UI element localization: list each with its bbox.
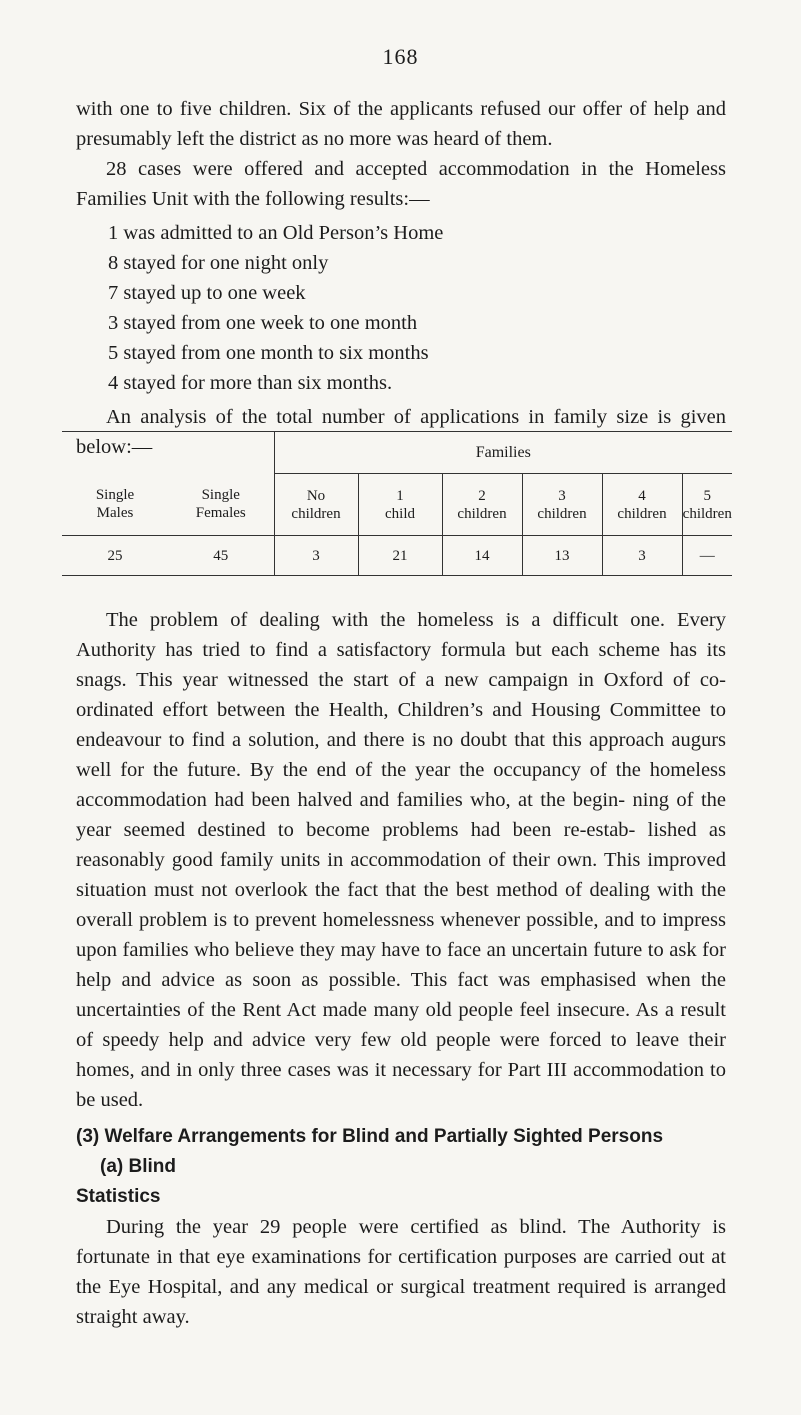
family-size-table xyxy=(62,431,732,576)
section-heading: (3) Welfare Arrangements for Blind and Partially Sighted Persons xyxy=(76,1126,664,1147)
table-cell: 25 xyxy=(62,536,168,576)
list-item: 3 stayed from one week to one month xyxy=(108,312,418,334)
table-row xyxy=(62,536,732,576)
families-header: Families xyxy=(274,432,732,474)
section-text xyxy=(76,1122,726,1332)
discussion-text xyxy=(76,605,726,1115)
list-item: 8 stayed for one night only xyxy=(108,252,329,274)
table-cell: 3 xyxy=(274,536,358,576)
intro-text xyxy=(76,94,726,462)
page-number: 168 xyxy=(382,44,419,69)
single-females-header: Single Females xyxy=(168,474,274,536)
col-header-5-children: 5 children xyxy=(682,474,732,536)
paragraph: An analysis of the total number of applications in family size is given below:— xyxy=(76,406,726,458)
col-header-2-children: 2 children xyxy=(442,474,522,536)
paragraph: with one to five children. Six of the applicants refused our offer of help and presumably left the district as no more was heard of them. xyxy=(76,98,726,150)
results-list xyxy=(76,218,726,398)
table-cell: — xyxy=(682,536,732,576)
table-cell: 21 xyxy=(358,536,442,576)
paragraph: During the year 29 people were certified as blind. The Authority is fortunate in that eye examinations for certification purposes are carried out at the Eye Hospital, and any medical or surgical treatment required is arranged straight away. xyxy=(76,1216,726,1328)
paragraph: The problem of dealing with the homeless is a difficult one. Every Authority has tried to find a satisfactory formula but each scheme has its snags. This year witnessed the start of a new campaign in Oxford of co-ordinated effort between the Health, Children’s and Housing Committee to endeavour to find a solution, and there is no doubt that this approach augurs well for the future. By the end of the year the occupancy of the homeless accommodation had been halved and families who, at the begin- ning of the year seemed destined to become problems had been re-estab- lished as reasonably good family units in accommodation of their own. This improved situation must not overlook the fact that the best method of dealing with the overall problem is to prevent homelessness whenever possible, and to impress upon families who believe they may have to face an uncertain future to ask for help and advice as soon as possible. This fact was emphasised when the uncertainties of the Rent Act made many old people feel insecure. As a result of speedy help and advice very few old people were forced to leave their homes, and in only three cases was it necessary for Part III accommodation to be used. xyxy=(76,609,726,1111)
list-item: 7 stayed up to one week xyxy=(108,282,306,304)
subsection-heading: (a) Blind xyxy=(100,1156,176,1177)
table-cell: 3 xyxy=(602,536,682,576)
col-header-4-children: 4 children xyxy=(602,474,682,536)
paragraph: 28 cases were offered and accepted accommodation in the Homeless Families Unit with the following results:— xyxy=(76,158,726,210)
list-item: 5 stayed from one month to six months xyxy=(108,342,429,364)
single-males-header: Single Males xyxy=(62,474,168,536)
col-header-3-children: 3 children xyxy=(522,474,602,536)
col-header-no-children: No children xyxy=(274,474,358,536)
subsection-heading: Statistics xyxy=(76,1186,161,1207)
col-header-1-child: 1 child xyxy=(358,474,442,536)
list-item: 4 stayed for more than six months. xyxy=(108,372,393,394)
table-cell: 13 xyxy=(522,536,602,576)
list-item: 1 was admitted to an Old Person’s Home xyxy=(108,222,444,244)
table-cell: 45 xyxy=(168,536,274,576)
table-cell: 14 xyxy=(442,536,522,576)
